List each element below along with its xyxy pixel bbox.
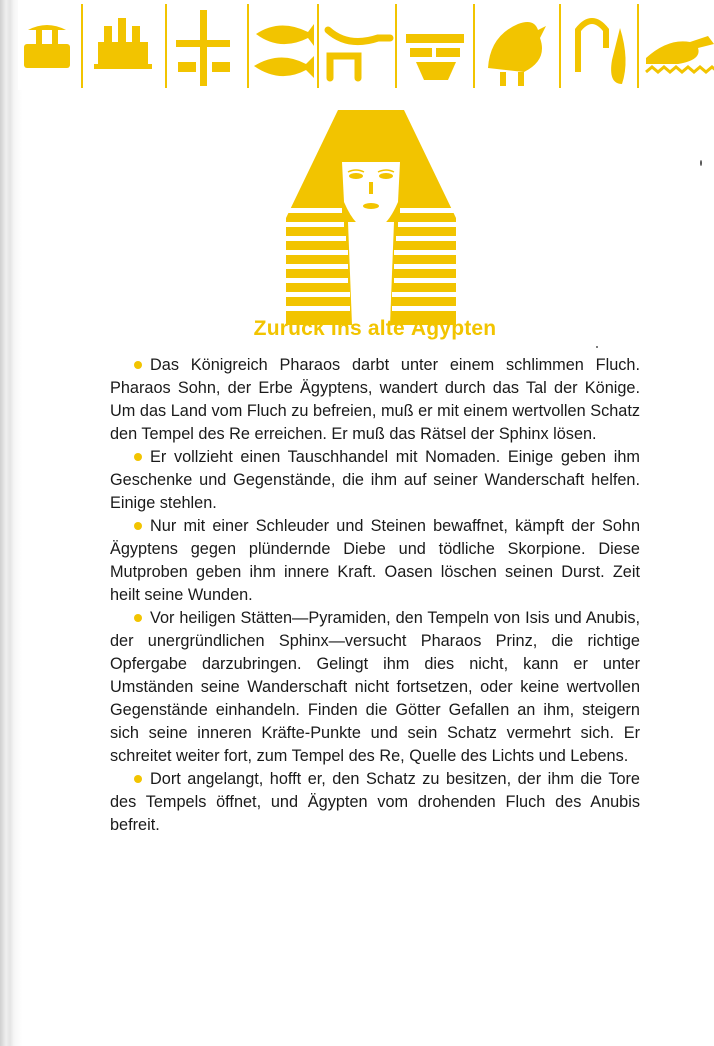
scan-speck [700, 160, 702, 166]
hieroglyph-frieze [18, 0, 714, 90]
bullet-dot-icon [134, 614, 142, 622]
body-text [110, 354, 640, 837]
hieroglyph-frieze-icon [18, 0, 714, 90]
scan-speck [596, 346, 598, 348]
bullet-dot-icon [134, 522, 142, 530]
paragraph: Vor heiligen Stätten—Pyramiden, den Tempeln von Isis und Anubis, der unergründlichen Sphinx—versucht Pharaos Prinz, die richtige Opfergabe darzubringen. Gelingt ihm dies nicht, kann er unter Umständen seine Wanderschaft nicht fortsetzen, oder keine wertvollen Gegenstände einhandeln. Finden die Götter Gefallen an ihm, steigern sich seine inneren Kräfte-Punkte und sein Schatz vermehrt sich. Er schreitet weiter fort, zum Tempel des Re, Quelle des Lichts und Lebens. [110, 609, 640, 765]
paragraph: Nur mit einer Schleuder und Steinen bewaffnet, kämpft der Sohn Ägyptens gegen plündernde Diebe und tödliche Skorpione. Diese Mutproben geben ihm innere Kraft. Oasen löschen seinen Durst. Zeit heilt seine Wunden. [110, 517, 640, 604]
bullet-dot-icon [134, 775, 142, 783]
bullet-dot-icon [134, 361, 142, 369]
paragraph: Das Königreich Pharaos darbt unter einem schlimmen Fluch. Pharaos Sohn, der Erbe Ägyptens, wandert durch das Tal der Könige. Um das Land vom Fluch zu befreien, muß er mit einem wertvollen Schatz den Tempel des Re erreichen. Er muß das Rätsel der Sphinx lösen. [110, 356, 640, 443]
paragraph: Dort angelangt, hofft er, den Schatz zu besitzen, der ihm die Tore des Tempels öffnet, und Ägypten vom drohenden Fluch des Anubis befreit. [110, 770, 640, 834]
paragraph: Er vollzieht einen Tauschhandel mit Nomaden. Einige geben ihm Geschenke und Gegenstände, die ihm auf seiner Wanderschaft helfen. Einige stehlen. [110, 448, 640, 512]
sphinx-head-icon [286, 110, 456, 325]
page-title: Zurück ins alte Ägypten [253, 317, 497, 340]
bullet-dot-icon [134, 453, 142, 461]
page-edge [0, 0, 22, 1046]
